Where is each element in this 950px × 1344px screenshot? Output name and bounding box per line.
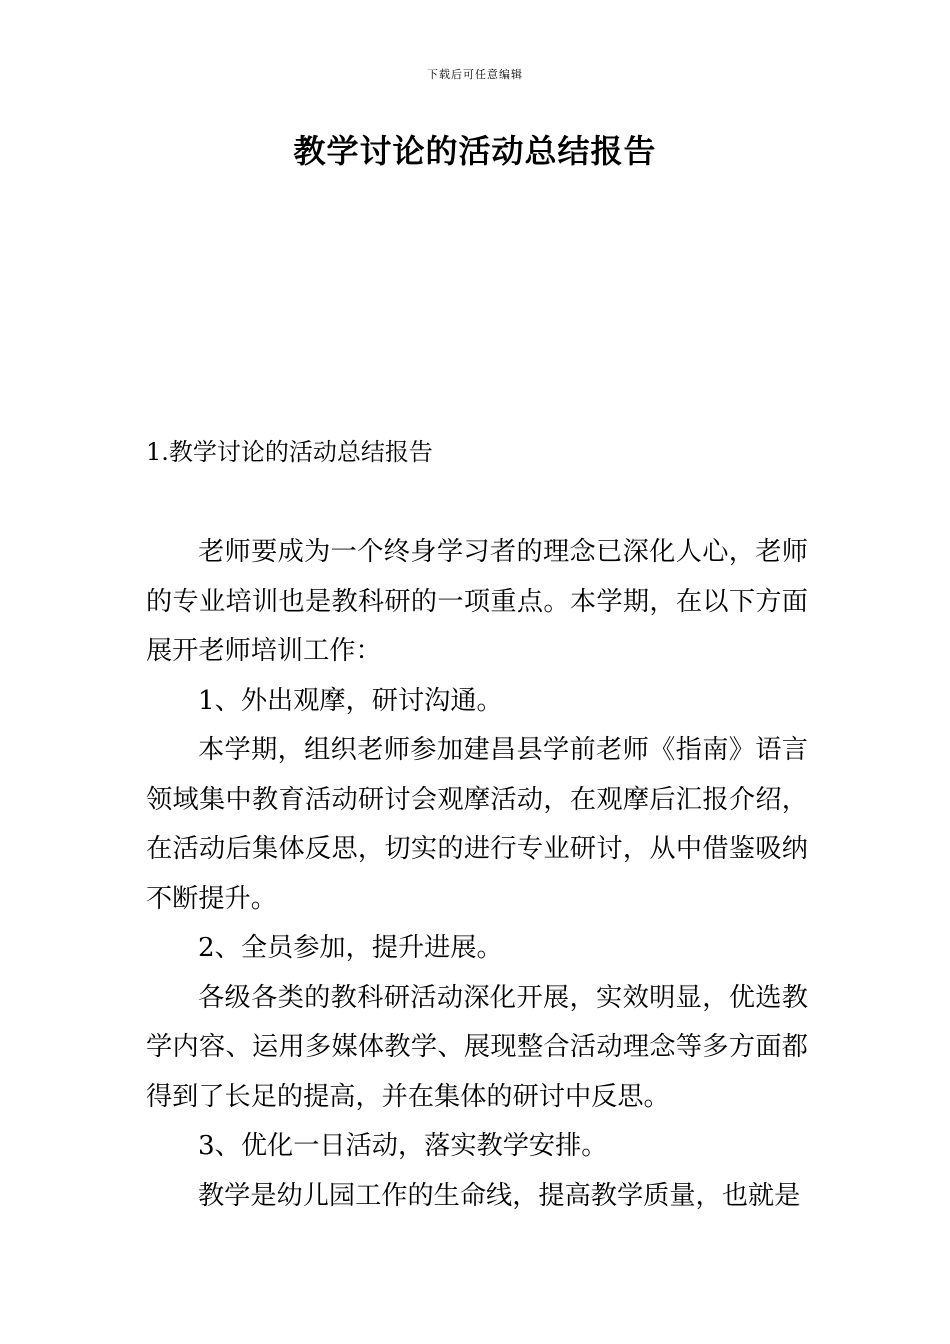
paragraph-item-1: 本学期，组织老师参加建昌县学前老师《指南》语言领域集中教育活动研讨会观摩活动，在观摩后汇报介绍，在活动后集体反思，切实的进行专业研讨，从中借鉴吸纳不断提升。 [146,735,808,914]
paragraph-item-2: 各级各类的教科研活动深化开展，实效明显，优选教学内容、运用多媒体教学、展现整合活动理念等多方面都得到了长足的提高，并在集体的研讨中反思。 [146,982,808,1112]
item-heading-3: 3、优化一日活动，落实教学安排。 [198,1131,608,1161]
item-heading-2: 2、全员参加，提升进展。 [198,933,503,963]
header-note: 下载后可任意编辑 [427,68,523,81]
document-title: 教学讨论的活动总结报告 [293,132,657,170]
section-heading: 1.教学讨论的活动总结报告 [146,438,433,466]
paragraph-item-3: 教学是幼儿园工作的生命线，提高教学质量，也就是 [198,1180,801,1211]
paragraph-intro: 老师要成为一个终身学习者的理念已深化人心，老师的专业培训也是教科研的一项重点。本学期，在以下方面展开老师培训工作： [146,537,808,666]
body-text [146,528,808,1221]
item-heading-1: 1、外出观摩，研讨沟通。 [198,685,503,716]
